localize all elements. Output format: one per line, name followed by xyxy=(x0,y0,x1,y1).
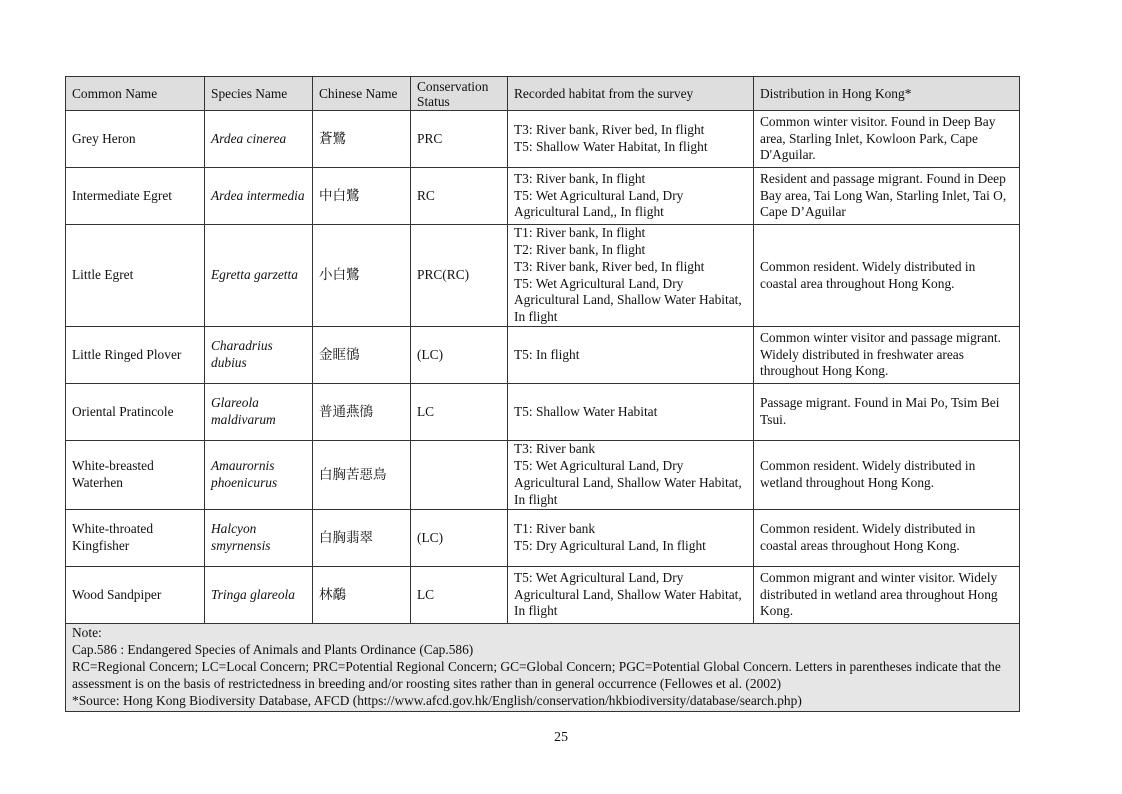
habitat-cell xyxy=(508,384,754,441)
chinese-name-cell: 蒼鷺 xyxy=(313,111,411,168)
habitat-line: T3: River bank, River bed, In flight xyxy=(514,258,705,274)
species-name-cell: Ardea intermedia xyxy=(205,168,313,225)
common-name-cell: Little Egret xyxy=(66,225,205,327)
habitat-line: T5: Shallow Water Habitat, In flight xyxy=(514,139,708,154)
common-name-cell: Wood Sandpiper xyxy=(66,567,205,624)
distribution-cell: Common winter visitor and passage migrant. Widely distributed in freshwater areas throughout Hong Kong. xyxy=(754,327,1020,384)
status-cell: LC xyxy=(411,567,508,624)
status-cell: RC xyxy=(411,168,508,225)
notes-source: *Source: Hong Kong Biodiversity Database, AFCD (https://www.afcd.gov.hk/English/conservation/hkbiodiversity/database/search.php) xyxy=(72,692,802,708)
header-common-name: Common Name xyxy=(66,77,205,111)
habitat-line: T5: Wet Agricultural Land, Dry Agricultural Land,, In flight xyxy=(514,187,684,220)
habitat-line: T2: River bank, In flight xyxy=(514,241,646,257)
species-name-cell: Egretta garzetta xyxy=(205,225,313,327)
species-name-cell: Tringa glareola xyxy=(205,567,313,624)
status-cell: (LC) xyxy=(411,327,508,384)
distribution-cell: Passage migrant. Found in Mai Po, Tsim Bei Tsui. xyxy=(754,384,1020,441)
notes-cap: Cap.586 : Endangered Species of Animals and Plants Ordinance (Cap.586) xyxy=(72,641,474,657)
notes-title: Note: xyxy=(72,625,102,640)
common-name-cell: White-throated Kingfisher xyxy=(66,510,205,567)
notes-row xyxy=(66,624,1020,712)
header-row xyxy=(66,77,1020,111)
header-chinese-name: Chinese Name xyxy=(313,77,411,111)
habitat-cell xyxy=(508,510,754,567)
common-name-cell: Little Ringed Plover xyxy=(66,327,205,384)
table-row xyxy=(66,327,1020,384)
status-cell: PRC(RC) xyxy=(411,225,508,327)
habitat-line: T5: Wet Agricultural Land, Dry Agricultural Land, Shallow Water Habitat, In flight xyxy=(514,458,742,507)
table-row xyxy=(66,111,1020,168)
chinese-name-cell: 中白鷺 xyxy=(313,168,411,225)
notes-legend: RC=Regional Concern; LC=Local Concern; PRC=Potential Regional Concern; GC=Global Concern; PGC=Potential Global Concern. Letters in parentheses indicate that the assessment is on the basis of restrictedness in breeding and/or roosting sites rather than in general occurrence (Fellowes et al. (2002) xyxy=(72,658,1001,691)
distribution-cell: Common resident. Widely distributed in coastal area throughout Hong Kong. xyxy=(754,225,1020,327)
status-cell: LC xyxy=(411,384,508,441)
status-cell: (LC) xyxy=(411,510,508,567)
table-row xyxy=(66,225,1020,327)
status-cell: PRC xyxy=(411,111,508,168)
habitat-line: T3: River bank, In flight xyxy=(514,170,646,186)
habitat-cell xyxy=(508,567,754,624)
chinese-name-cell: 小白鷺 xyxy=(313,225,411,327)
common-name-cell: Grey Heron xyxy=(66,111,205,168)
habitat-line: T1: River bank, In flight xyxy=(514,225,646,241)
chinese-name-cell: 金眶鴴 xyxy=(313,327,411,384)
habitat-line: T3: River bank, River bed, In flight xyxy=(514,122,705,138)
header-recorded-habitat: Recorded habitat from the survey xyxy=(508,77,754,111)
habitat-cell xyxy=(508,111,754,168)
distribution-cell: Common migrant and winter visitor. Widely distributed in wetland area throughout Hong Kong. xyxy=(754,567,1020,624)
habitat-line: T1: River bank xyxy=(514,521,596,537)
header-species-name: Species Name xyxy=(205,77,313,111)
chinese-name-cell: 普通燕鴴 xyxy=(313,384,411,441)
notes-cell xyxy=(66,624,1020,712)
common-name-cell: Oriental Pratincole xyxy=(66,384,205,441)
species-name-cell: Amaurornis phoenicurus xyxy=(205,441,313,510)
habitat-line: T3: River bank xyxy=(514,441,596,457)
habitat-cell xyxy=(508,168,754,225)
habitat-line: T5: Wet Agricultural Land, Dry Agricultural Land, Shallow Water Habitat, In flight xyxy=(514,569,742,619)
habitat-cell xyxy=(508,327,754,384)
species-name-cell: Ardea cinerea xyxy=(205,111,313,168)
habitat-line: T5: Wet Agricultural Land, Dry Agricultural Land, Shallow Water Habitat, In flight xyxy=(514,275,742,325)
chinese-name-cell: 白胸翡翠 xyxy=(313,510,411,567)
header-distribution: Distribution in Hong Kong* xyxy=(754,77,1020,111)
habitat-line: T5: Shallow Water Habitat xyxy=(514,403,658,419)
species-name-cell: Halcyon smyrnensis xyxy=(205,510,313,567)
species-name-cell: Charadrius dubius xyxy=(205,327,313,384)
common-name-cell: Intermediate Egret xyxy=(66,168,205,225)
habitat-cell xyxy=(508,225,754,327)
distribution-cell: Common winter visitor. Found in Deep Bay area, Starling Inlet, Kowloon Park, Cape D'Aguilar. xyxy=(754,111,1020,168)
table-row xyxy=(66,384,1020,441)
common-name-cell: White-breasted Waterhen xyxy=(66,441,205,510)
distribution-cell: Common resident. Widely distributed in coastal areas throughout Hong Kong. xyxy=(754,510,1020,567)
header-conservation-status: Conservation Status xyxy=(411,77,508,111)
table-row xyxy=(66,510,1020,567)
habitat-cell xyxy=(508,441,754,510)
table-row xyxy=(66,567,1020,624)
habitat-line: T5: In flight xyxy=(514,346,580,362)
page-number: 25 xyxy=(554,730,568,745)
distribution-cell: Resident and passage migrant. Found in Deep Bay area, Tai Long Wan, Starling Inlet, Tai O, Cape D’Aguilar xyxy=(754,168,1020,225)
chinese-name-cell: 白胸苦惡鳥 xyxy=(313,441,411,510)
species-table xyxy=(65,76,1020,712)
table-row xyxy=(66,168,1020,225)
status-cell xyxy=(411,441,508,510)
table-row xyxy=(66,441,1020,510)
species-name-cell: Glareola maldivarum xyxy=(205,384,313,441)
distribution-cell: Common resident. Widely distributed in wetland throughout Hong Kong. xyxy=(754,441,1020,510)
habitat-line: T5: Dry Agricultural Land, In flight xyxy=(514,538,706,553)
chinese-name-cell: 林鷸 xyxy=(313,567,411,624)
